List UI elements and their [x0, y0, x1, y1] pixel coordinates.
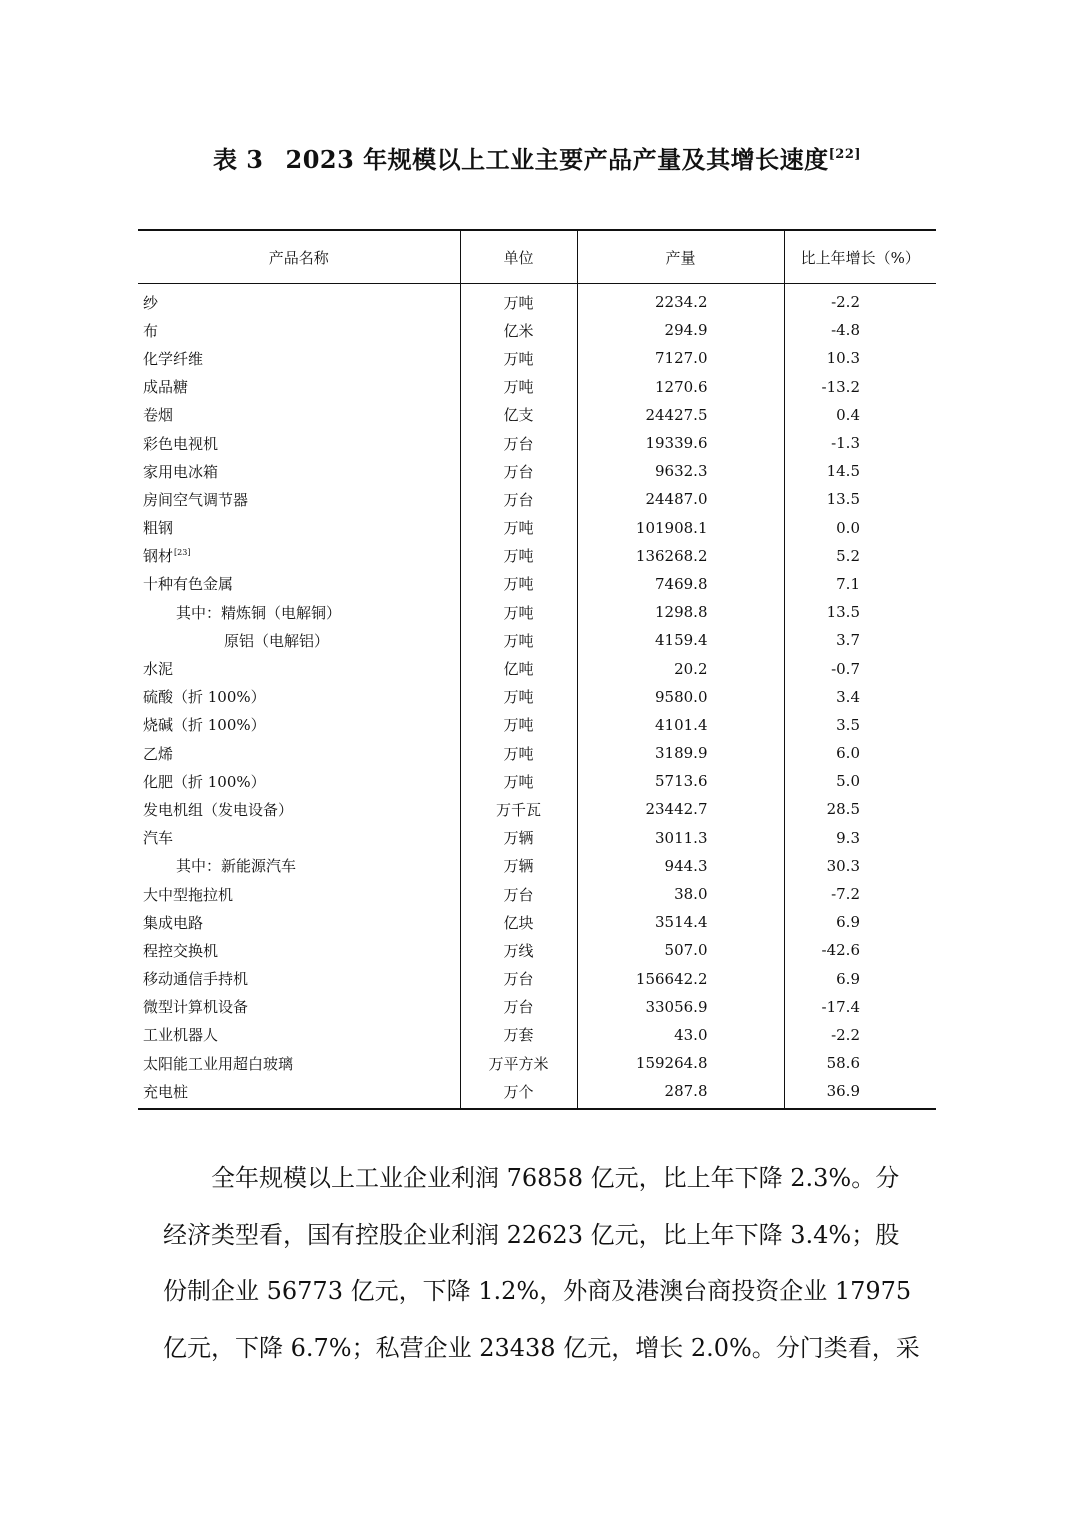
- cell-growth: -2.2: [784, 1021, 936, 1049]
- product-name-text: 十种有色金属: [143, 575, 234, 594]
- table-row: [138, 542, 936, 570]
- table-row: [138, 598, 936, 626]
- cell-product-name: [138, 429, 460, 457]
- cell-output: 43.0: [577, 1021, 784, 1049]
- cell-growth: 6.9: [784, 965, 936, 993]
- cell-unit: 万吨: [460, 598, 577, 626]
- table-row: [138, 654, 936, 682]
- cell-product-name: [138, 626, 460, 654]
- cell-output: 4159.4: [577, 626, 784, 654]
- cell-unit: 亿块: [460, 908, 577, 936]
- cell-growth: -7.2: [784, 880, 936, 908]
- cell-output: 136268.2: [577, 542, 784, 570]
- cell-growth: -42.6: [784, 936, 936, 964]
- cell-unit: 万辆: [460, 824, 577, 852]
- cell-growth: 58.6: [784, 1049, 936, 1077]
- cell-growth: 7.1: [784, 570, 936, 598]
- cell-growth: -4.8: [784, 316, 936, 344]
- cell-unit: 万台: [460, 965, 577, 993]
- cell-growth: 13.5: [784, 598, 936, 626]
- product-name-text: 卷烟: [143, 406, 174, 425]
- cell-product-name: [138, 316, 460, 344]
- cell-growth: -0.7: [784, 654, 936, 682]
- table-row: [138, 824, 936, 852]
- cell-unit: 万吨: [460, 542, 577, 570]
- cell-product-name: [138, 1021, 460, 1049]
- header-unit: 单位: [460, 230, 577, 284]
- cell-growth: 9.3: [784, 824, 936, 852]
- cell-output: 101908.1: [577, 514, 784, 542]
- table-row: [138, 739, 936, 767]
- table-row: [138, 344, 936, 372]
- product-output-table: [138, 229, 936, 1110]
- cell-growth: 28.5: [784, 795, 936, 823]
- cell-growth: 6.0: [784, 739, 936, 767]
- cell-unit: 万辆: [460, 852, 577, 880]
- cell-unit: 万台: [460, 485, 577, 513]
- cell-growth: 5.2: [784, 542, 936, 570]
- cell-growth: 3.4: [784, 683, 936, 711]
- table-row: [138, 570, 936, 598]
- title-footnote-ref: [22]: [828, 147, 862, 162]
- cell-unit: 万线: [460, 936, 577, 964]
- cell-unit: 万台: [460, 993, 577, 1021]
- product-name-text: 粗钢: [143, 519, 174, 538]
- product-name-text: 水泥: [143, 660, 174, 679]
- cell-product-name: [138, 908, 460, 936]
- table-row: [138, 683, 936, 711]
- cell-product-name: [138, 401, 460, 429]
- cell-unit: 万平方米: [460, 1049, 577, 1077]
- table-row: [138, 711, 936, 739]
- product-name-text: 化学纤维: [143, 349, 204, 368]
- cell-product-name: [138, 570, 460, 598]
- table-row: [138, 795, 936, 823]
- cell-output: 156642.2: [577, 965, 784, 993]
- product-name-text: 硫酸（折 100%）: [143, 688, 266, 707]
- cell-product-name: [138, 795, 460, 823]
- header-output: 产量: [577, 230, 784, 284]
- table-row: [138, 457, 936, 485]
- body-paragraph: [163, 1150, 920, 1376]
- table-title: [0, 140, 1074, 175]
- product-name-text: 大中型拖拉机: [143, 885, 234, 904]
- cell-unit: 亿支: [460, 401, 577, 429]
- cell-product-name: [138, 965, 460, 993]
- cell-unit: 亿米: [460, 316, 577, 344]
- footnote-ref: [23]: [174, 548, 191, 558]
- cell-growth: -13.2: [784, 373, 936, 401]
- cell-output: 9632.3: [577, 457, 784, 485]
- cell-output: 294.9: [577, 316, 784, 344]
- product-name-text: 钢材: [143, 547, 174, 566]
- cell-output: 4101.4: [577, 711, 784, 739]
- product-name-text: 布: [143, 321, 159, 340]
- cell-output: 287.8: [577, 1077, 784, 1109]
- table-row: [138, 514, 936, 542]
- cell-output: 1298.8: [577, 598, 784, 626]
- cell-output: 33056.9: [577, 993, 784, 1021]
- table-row: [138, 1049, 936, 1077]
- table-number: 表 3: [212, 145, 264, 174]
- cell-product-name: [138, 993, 460, 1021]
- product-name-text: 烧碱（折 100%）: [143, 716, 266, 735]
- cell-product-name: [138, 284, 460, 317]
- cell-product-name: [138, 824, 460, 852]
- cell-growth: 3.7: [784, 626, 936, 654]
- cell-product-name: [138, 880, 460, 908]
- table-row: [138, 401, 936, 429]
- table-row: [138, 993, 936, 1021]
- cell-product-name: [138, 344, 460, 372]
- cell-product-name: [138, 739, 460, 767]
- cell-unit: 万吨: [460, 767, 577, 795]
- cell-product-name: [138, 767, 460, 795]
- cell-growth: 13.5: [784, 485, 936, 513]
- product-name-text: 彩色电视机: [143, 434, 219, 453]
- cell-product-name: [138, 711, 460, 739]
- cell-output: 9580.0: [577, 683, 784, 711]
- cell-unit: 万千瓦: [460, 795, 577, 823]
- cell-output: 24487.0: [577, 485, 784, 513]
- cell-output: 7127.0: [577, 344, 784, 372]
- cell-unit: 万吨: [460, 373, 577, 401]
- cell-growth: 14.5: [784, 457, 936, 485]
- cell-product-name: [138, 542, 460, 570]
- product-name-text: 程控交换机: [143, 941, 219, 960]
- table-row: [138, 1077, 936, 1109]
- cell-output: 1270.6: [577, 373, 784, 401]
- cell-growth: 36.9: [784, 1077, 936, 1109]
- product-name-text: 纱: [143, 293, 159, 312]
- cell-unit: 万吨: [460, 711, 577, 739]
- cell-unit: 万台: [460, 880, 577, 908]
- cell-unit: 亿吨: [460, 654, 577, 682]
- cell-product-name: [138, 852, 460, 880]
- cell-output: 23442.7: [577, 795, 784, 823]
- paragraph-line: 全年规模以上工业企业利润 76858 亿元，比上年下降 2.3%。分: [211, 1164, 900, 1192]
- cell-product-name: [138, 485, 460, 513]
- cell-output: 19339.6: [577, 429, 784, 457]
- table-row: [138, 1021, 936, 1049]
- product-name-text: 化肥（折 100%）: [143, 772, 266, 791]
- product-name-text: 乙烯: [143, 744, 174, 763]
- header-product-name: 产品名称: [138, 230, 460, 284]
- cell-unit: 万套: [460, 1021, 577, 1049]
- cell-product-name: [138, 1049, 460, 1077]
- product-name-text: 汽车: [143, 829, 174, 848]
- cell-growth: 30.3: [784, 852, 936, 880]
- product-name-text: 其中：新能源汽车: [176, 857, 297, 876]
- product-name-text: 其中：精炼铜（电解铜）: [176, 603, 342, 622]
- table-row: [138, 965, 936, 993]
- cell-unit: 万吨: [460, 514, 577, 542]
- paragraph-line: 经济类型看，国有控股企业利润 22623 亿元，比上年下降 3.4%；股: [163, 1220, 900, 1249]
- table-header-row: [138, 230, 936, 284]
- cell-product-name: [138, 373, 460, 401]
- product-name-text: 充电桩: [143, 1082, 189, 1101]
- table-row: [138, 316, 936, 344]
- product-name-text: 微型计算机设备: [143, 998, 249, 1017]
- paragraph-line: 亿元，下降 6.7%；私营企业 23438 亿元，增长 2.0%。分门类看，采: [163, 1333, 920, 1362]
- cell-unit: 万台: [460, 429, 577, 457]
- cell-output: 944.3: [577, 852, 784, 880]
- product-name-text: 集成电路: [143, 913, 204, 932]
- product-name-text: 发电机组（发电设备）: [143, 800, 294, 819]
- cell-growth: -1.3: [784, 429, 936, 457]
- cell-unit: 万个: [460, 1077, 577, 1109]
- product-name-text: 工业机器人: [143, 1026, 219, 1045]
- cell-output: 3514.4: [577, 908, 784, 936]
- cell-growth: 10.3: [784, 344, 936, 372]
- cell-unit: 万吨: [460, 570, 577, 598]
- cell-growth: -17.4: [784, 993, 936, 1021]
- cell-output: 5713.6: [577, 767, 784, 795]
- cell-product-name: [138, 1077, 460, 1109]
- cell-growth: 6.9: [784, 908, 936, 936]
- table-row: [138, 626, 936, 654]
- header-growth: 比上年增长（%）: [784, 230, 936, 284]
- cell-output: 507.0: [577, 936, 784, 964]
- product-name-text: 移动通信手持机: [143, 970, 249, 989]
- cell-output: 7469.8: [577, 570, 784, 598]
- product-name-text: 成品糖: [143, 378, 189, 397]
- table-row: [138, 852, 936, 880]
- cell-unit: 万吨: [460, 739, 577, 767]
- cell-output: 159264.8: [577, 1049, 784, 1077]
- table-title-text: 2023 年规模以上工业主要产品产量及其增长速度: [285, 145, 829, 174]
- cell-growth: 5.0: [784, 767, 936, 795]
- product-name-text: 太阳能工业用超白玻璃: [143, 1054, 294, 1073]
- table-row: [138, 485, 936, 513]
- table-row: [138, 373, 936, 401]
- cell-growth: -2.2: [784, 284, 936, 317]
- table-row: [138, 429, 936, 457]
- table-body: [138, 284, 936, 1110]
- cell-product-name: [138, 598, 460, 626]
- cell-unit: 万吨: [460, 683, 577, 711]
- cell-output: 2234.2: [577, 284, 784, 317]
- cell-growth: 3.5: [784, 711, 936, 739]
- table-row: [138, 936, 936, 964]
- table-row: [138, 908, 936, 936]
- product-name-text: 原铝（电解铝）: [224, 631, 330, 650]
- cell-output: 38.0: [577, 880, 784, 908]
- paragraph-line: 份制企业 56773 亿元，下降 1.2%，外商及港澳台商投资企业 17975: [163, 1277, 912, 1305]
- cell-product-name: [138, 683, 460, 711]
- cell-output: 24427.5: [577, 401, 784, 429]
- table-row: [138, 767, 936, 795]
- cell-product-name: [138, 936, 460, 964]
- table-row: [138, 880, 936, 908]
- product-name-text: 房间空气调节器: [143, 490, 249, 509]
- cell-product-name: [138, 457, 460, 485]
- cell-unit: 万吨: [460, 284, 577, 317]
- cell-unit: 万吨: [460, 344, 577, 372]
- cell-output: 3189.9: [577, 739, 784, 767]
- product-name-text: 家用电冰箱: [143, 462, 219, 481]
- cell-growth: 0.0: [784, 514, 936, 542]
- table-row: [138, 284, 936, 317]
- cell-product-name: [138, 654, 460, 682]
- cell-product-name: [138, 514, 460, 542]
- cell-growth: 0.4: [784, 401, 936, 429]
- cell-output: 20.2: [577, 654, 784, 682]
- cell-unit: 万吨: [460, 626, 577, 654]
- cell-unit: 万台: [460, 457, 577, 485]
- cell-output: 3011.3: [577, 824, 784, 852]
